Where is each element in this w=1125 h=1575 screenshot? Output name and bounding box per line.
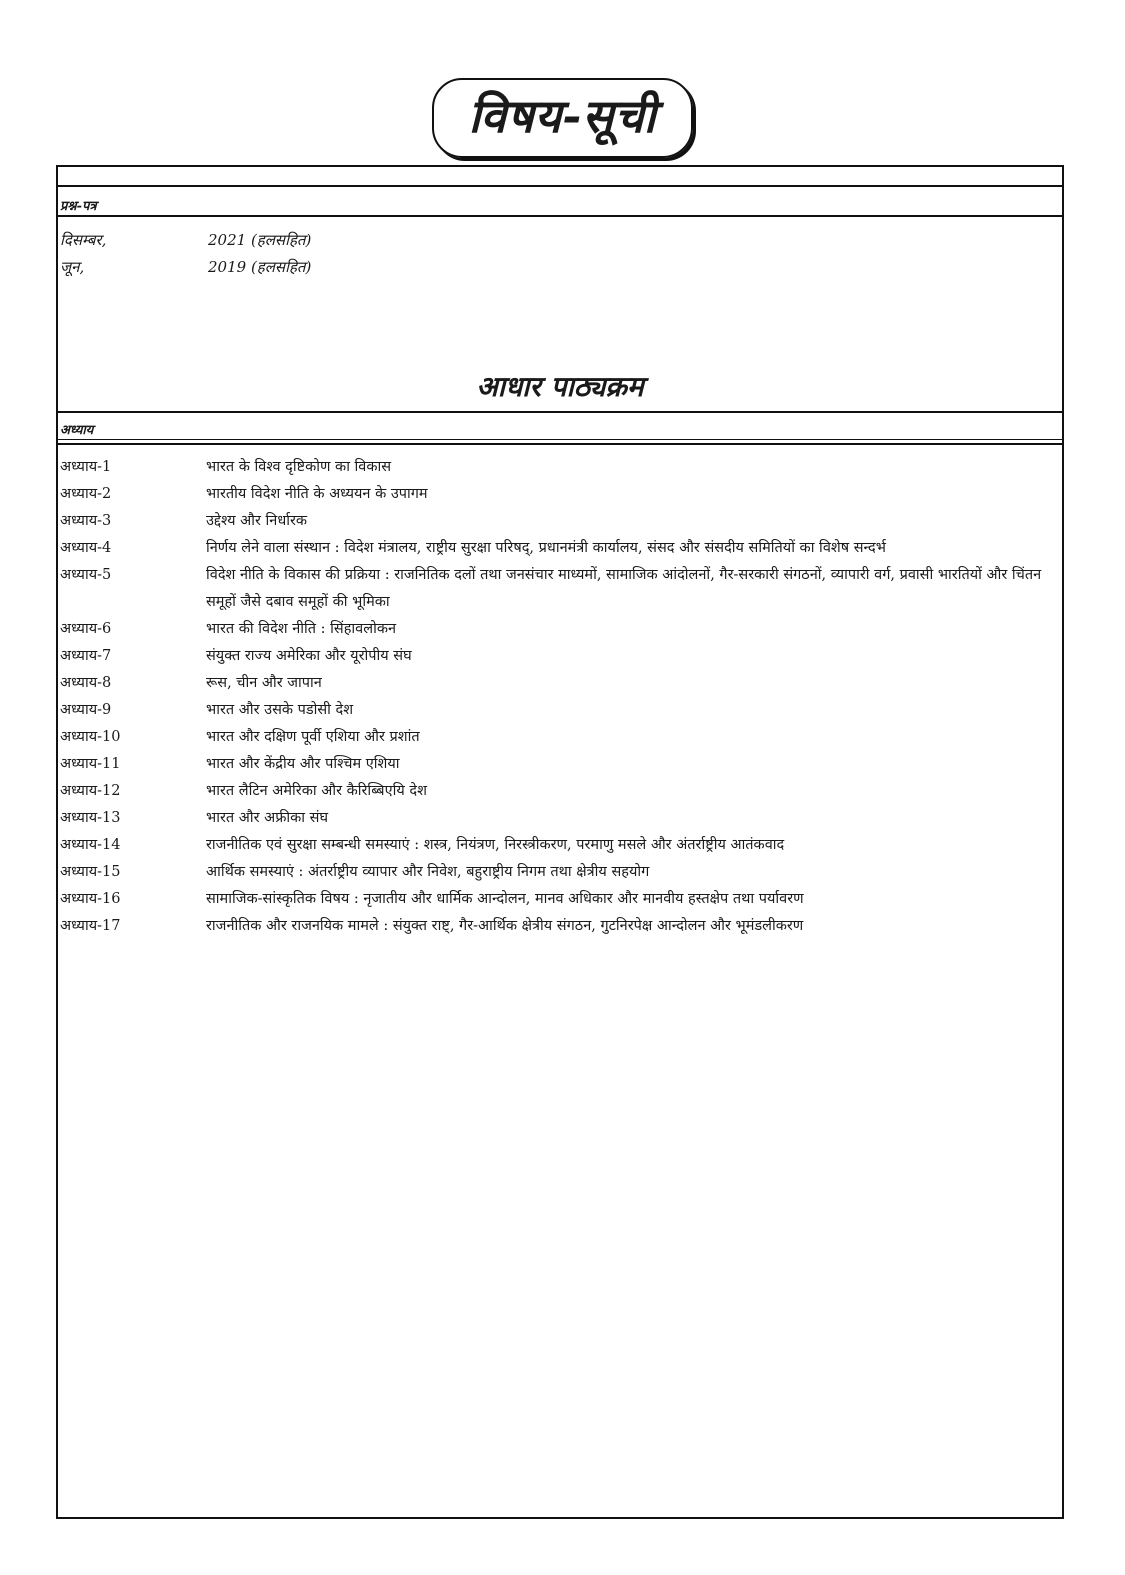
divider-top bbox=[58, 185, 1062, 187]
chapter-number: अध्याय-6 bbox=[60, 621, 112, 637]
chapter-row[interactable] bbox=[58, 670, 1062, 697]
page-title: विषय-सूची bbox=[468, 89, 657, 143]
chapter-number: अध्याय-14 bbox=[60, 837, 121, 853]
chapter-number: अध्याय-1 bbox=[60, 459, 112, 475]
chapter-number: अध्याय-17 bbox=[60, 918, 121, 934]
chapter-number: अध्याय-5 bbox=[60, 567, 112, 583]
chapter-number: अध्याय-11 bbox=[60, 756, 121, 772]
chapter-row[interactable] bbox=[58, 751, 1062, 778]
chapters-section-label: अध्याय bbox=[60, 423, 94, 438]
chapter-number: अध्याय-7 bbox=[60, 648, 112, 664]
chapter-number: अध्याय-13 bbox=[60, 810, 121, 826]
chapter-row[interactable] bbox=[58, 832, 1062, 859]
chapter-title: भारत लैटिन अमेरिका और कैरिब्बिएयि देश bbox=[206, 783, 427, 799]
chapter-title: भारत और उसके पडोसी देश bbox=[206, 702, 354, 718]
chapter-title: भारत और केंद्रीय और पश्चिम एशिया bbox=[206, 756, 400, 772]
chapter-row[interactable] bbox=[58, 724, 1062, 751]
chapter-title: भारत के विश्व दृष्टिकोण का विकास bbox=[206, 459, 392, 475]
chapter-row[interactable] bbox=[58, 643, 1062, 670]
chapter-row[interactable] bbox=[58, 778, 1062, 805]
chapter-row[interactable] bbox=[58, 859, 1062, 886]
chapter-title: सामाजिक-सांस्कृतिक विषय : नृजातीय और धार्मिक आन्दोलन, मानव अधिकार और मानवीय हस्तक्षेप तथा पर्यावरण bbox=[206, 891, 804, 907]
course-title: आधार पाठ्यक्रम bbox=[476, 370, 644, 403]
papers-section-label: प्रश्न-पत्र bbox=[60, 199, 97, 214]
chapter-title: भारत की विदेश नीति : सिंहावलोकन bbox=[206, 621, 397, 637]
chapter-title: रूस, चीन और जापान bbox=[206, 675, 322, 691]
paper-year: 2019 (हलसहित) bbox=[208, 258, 312, 276]
chapter-title: भारत और अफ्रीका संघ bbox=[206, 810, 329, 826]
page-title-badge bbox=[432, 78, 692, 158]
chapter-row[interactable] bbox=[58, 886, 1062, 913]
page-title-container bbox=[0, 78, 1125, 158]
divider-chapters-1 bbox=[58, 439, 1062, 440]
chapter-list bbox=[58, 454, 1062, 940]
chapter-title: निर्णय लेने वाला संस्थान : विदेश मंत्रालय, राष्ट्रीय सुरक्षा परिषद्, प्रधानमंत्री कार्यालय, संसद और संसदीय समितियों का विशेष सन्दर्भ bbox=[206, 540, 886, 556]
paper-month: दिसम्बर, bbox=[60, 231, 107, 249]
chapter-row[interactable] bbox=[58, 616, 1062, 643]
chapter-row[interactable] bbox=[58, 454, 1062, 481]
chapter-row[interactable] bbox=[58, 535, 1062, 562]
chapter-number: अध्याय-4 bbox=[60, 540, 112, 556]
contents-frame bbox=[56, 165, 1064, 1519]
divider-chapters-2 bbox=[58, 443, 1062, 445]
paper-year: 2021 (हलसहित) bbox=[208, 231, 312, 249]
chapter-title: भारत और दक्षिण पूर्वी एशिया और प्रशांत bbox=[206, 729, 420, 745]
chapter-number: अध्याय-12 bbox=[60, 783, 121, 799]
chapter-number: अध्याय-9 bbox=[60, 702, 112, 718]
chapter-row[interactable] bbox=[58, 508, 1062, 535]
chapter-number: अध्याय-8 bbox=[60, 675, 112, 691]
chapter-title: उद्देश्य और निर्धारक bbox=[206, 513, 308, 529]
chapter-row[interactable] bbox=[58, 805, 1062, 832]
chapter-title: भारतीय विदेश नीति के अध्ययन के उपागम bbox=[206, 486, 428, 502]
chapter-row[interactable] bbox=[58, 481, 1062, 508]
chapter-number: अध्याय-16 bbox=[60, 891, 121, 907]
chapter-title: राजनीतिक और राजनयिक मामले : संयुक्त राष्ट्, गैर-आर्थिक क्षेत्रीय संगठन, गुटनिरपेक्ष आन्दोलन और भूमंडलीकरण bbox=[206, 918, 804, 934]
chapter-row[interactable] bbox=[58, 913, 1062, 940]
chapter-number: अध्याय-2 bbox=[60, 486, 112, 502]
chapter-row[interactable] bbox=[58, 697, 1062, 724]
divider-papers bbox=[58, 215, 1062, 217]
chapter-number: अध्याय-3 bbox=[60, 513, 112, 529]
chapter-title: विदेश नीति के विकास की प्रक्रिया : राजनितिक दलों तथा जनसंचार माध्यमों, सामाजिक आंदोलनों, गैर-सरकारी संगठनों, व्यापारी वर्ग, प्रवासी भारतियों और चिंतन समूहों जैसे दबाव समूहों की भूमिका bbox=[206, 567, 1042, 610]
chapter-title: राजनीतिक एवं सुरक्षा सम्बन्धी समस्याएं : शस्त्र, नियंत्रण, निरस्त्रीकरण, परमाणु मसले और अंतर्राष्ट्रीय आतंकवाद bbox=[206, 837, 785, 853]
chapter-title: संयुक्त राज्य अमेरिका और यूरोपीय संघ bbox=[206, 648, 412, 664]
chapter-row[interactable] bbox=[58, 562, 1062, 616]
divider-course bbox=[58, 411, 1062, 413]
chapter-number: अध्याय-15 bbox=[60, 864, 121, 880]
paper-month: जून, bbox=[60, 258, 85, 276]
chapter-number: अध्याय-10 bbox=[60, 729, 121, 745]
chapter-title: आर्थिक समस्याएं : अंतर्राष्ट्रीय व्यापार और निवेश, बहुराष्ट्रीय निगम तथा क्षेत्रीय सहयोग bbox=[206, 864, 650, 880]
